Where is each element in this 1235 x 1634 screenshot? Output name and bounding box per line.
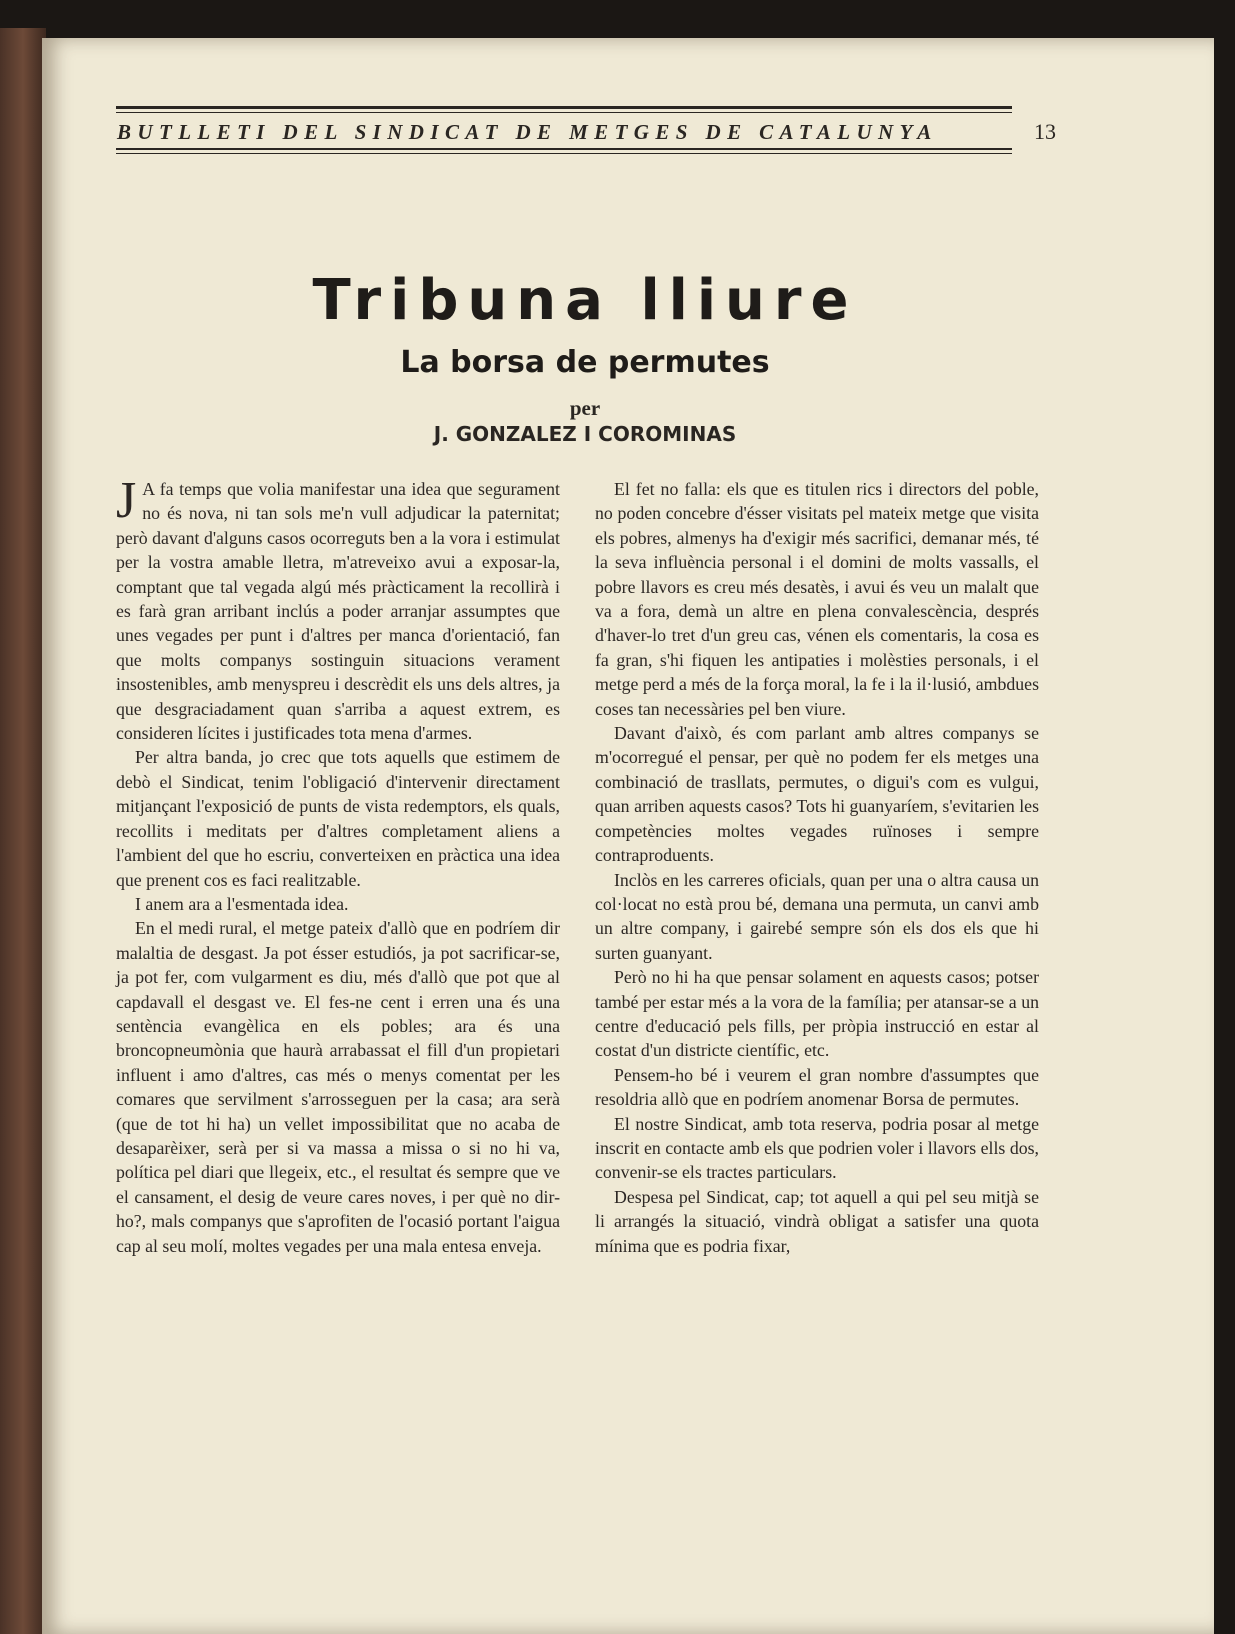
header-rule-bottom-thin bbox=[116, 153, 1012, 154]
paragraph: I anem ara a l'esmentada idea. bbox=[135, 893, 349, 914]
paragraph: Per altra banda, jo crec que tots aquells que estimem de debò el Sindicat, tenim l'obligació d'intervenir directament mitjançant l'exposició de punts de vista redemptors, els quals, recollits i meditats per d'altres completament aliens a l'ambient del que ho escriu, converteixen en pràctica una idea que prenent cos es faci realitzable. bbox=[116, 747, 560, 890]
paragraph: El nostre Sindicat, amb tota reserva, podria posar al metge inscrit en contacte amb els que podrien voler i llavors ells dos, convenir-se els tractes particulars. bbox=[595, 1113, 1039, 1183]
paragraph: Davant d'això, és com parlant amb altres companys se m'ocorregué el pensar, per què no podem fer els metges una combinació de trasllats, permutes, o digui's com es vulgui, quan arriben aquests casos? Tots hi guanyaríem, s'evitarien les competències moltes vegades ruïnoses i sempre contraproduents. bbox=[595, 723, 1039, 866]
paragraph: Despesa pel Sindicat, cap; tot aquell a qui pel seu mitjà se li arrangés la situació, vindrà obligat a satisfer una quota mínima que es podria fixar, bbox=[595, 1186, 1039, 1256]
header-rule-bottom bbox=[116, 148, 1012, 150]
drop-cap: J bbox=[116, 472, 137, 529]
text-column-right bbox=[595, 477, 1039, 1258]
page-number: 13 bbox=[1034, 119, 1056, 144]
paragraph: Però no hi ha que pensar solament en aquests casos; potser també per estar més a la vora de la família; per atansar-se a un centre d'educació pels fills, per pròpia instrucció en estar al costat d'un districte científic, etc. bbox=[595, 967, 1039, 1061]
article-author: J. GONZALEZ I COROMINAS bbox=[433, 422, 737, 446]
byline-per: per bbox=[569, 396, 601, 420]
running-head bbox=[117, 119, 1056, 145]
article-subtitle: La borsa de permutes bbox=[400, 345, 770, 380]
text-column-left bbox=[116, 472, 560, 1258]
journal-name: BUTLLETI DEL SINDICAT DE METGES DE CATALUNYA bbox=[117, 120, 938, 144]
paragraph: Pensem-ho bé i veurem el gran nombre d'assumptes que resoldria allò que en podríem anomenar Borsa de permutes. bbox=[595, 1064, 1039, 1110]
paragraph: Inclòs en les carreres oficials, quan per una o altra causa un col·locat no està prou bé, demana una permuta, un canvi amb un altre company, i gairebé sempre són els dos els que hi surten guanyant. bbox=[595, 869, 1039, 963]
paragraph: En el medi rural, el metge pateix d'allò que en podríem dir malaltia de desgast. Ja pot ésser estudiós, ja pot sacrificar-se, ja pot fer, com vulgarment es diu, més d'allò que pot que al capdavall el desgast ve. El fes-ne cent i erren una és una sentència evangèlica en els pobles; ara és una broncopneumònia que haurà arrabassat el fill d'un propietari influent i amo d'altres, cas més o menys comentat per les comares que servilment s'arrosseguen per la casa; ara serà (que de tot hi ha) un vellet impossibilitat que no acaba de desaparèixer, serà per si va massa a missa o si no hi va, política pel diari que llegeix, etc., el resultat és sempre que ve el cansament, el desig de veure cares noves, i per què no dir-ho?, mals companys que s'aprofiten de l'ocasió portant l'aigua cap al seu molí, moltes vegades per una mala entesa enveja. bbox=[116, 918, 560, 1256]
paragraph: El fet no falla: els que es titulen rics i directors del poble, no poden concebre d'ésser visitats pel mateix metge que visita els pobres, almenys ha d'exigir més sacrifici, demanar més, té la seva influència personal i el domini de molts vassalls, el pobre llavors es creu més desatès, i avui és veu un malalt que va a fora, demà un altre en plena convalescència, després d'haver-lo tret d'un greu cas, vénen els comentaris, la cosa es fa gran, s'hi fiquen les antipaties i molèsties personals, i el metge perd a més de la força moral, la fe i la il·lusió, ambdues coses tan necessàries pel ben viure. bbox=[595, 479, 1039, 719]
header-rule-top bbox=[116, 106, 1012, 109]
paragraph: J A fa temps que volia manifestar una idea que segurament no és nova, ni tan sols me'n vull adjudicar la paternitat; però davant d'alguns casos ocorreguts ben a la vora i estimulat per la vostra amable lletra, m'atreveixo avui a exposar-la, comptant que tal vegada algú més pràcticament la recollirà i es farà gran arribant inclús a poder arranjar assumptes que unes vegades per punt i d'altres per manca d'orientació, fan que molts companys sostinguin situacions verament insostenibles, amb menyspreu i descrèdit els uns dels altres, ja que desgraciadament quan s'arriba a aquest extrem, es consideren lícites i justificades tota mena d'armes. bbox=[116, 472, 560, 744]
article-title: Tribuna lliure bbox=[312, 268, 858, 333]
header-rule-top-thin bbox=[116, 112, 1012, 113]
